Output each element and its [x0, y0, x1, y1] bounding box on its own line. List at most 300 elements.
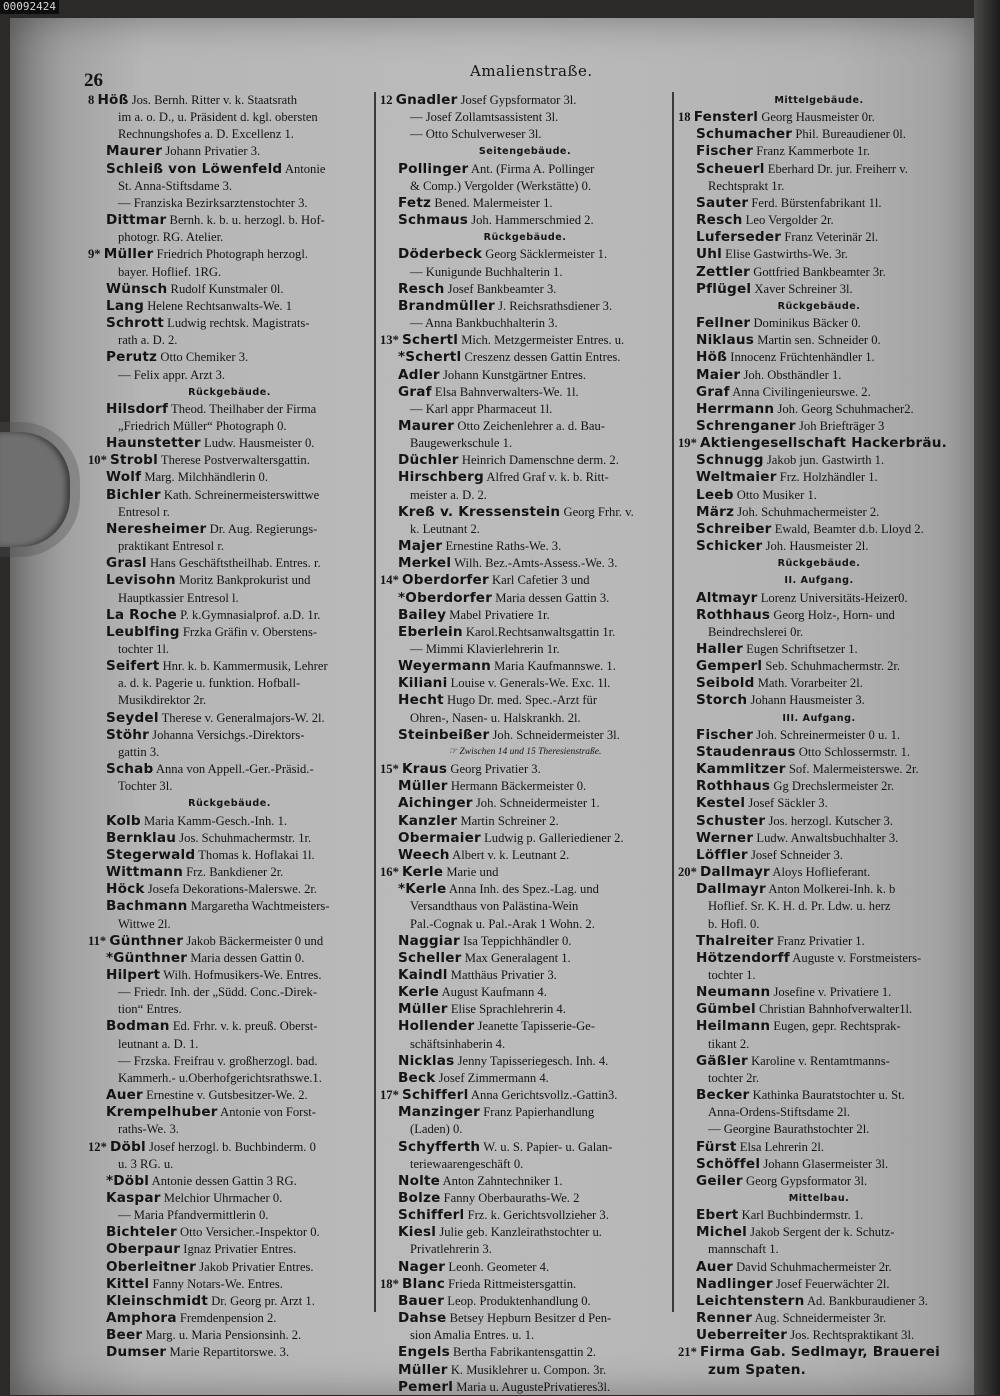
entry-details: Pal.-Cognak u. Pal.-Arak 1 Wohn. 2.	[410, 916, 595, 931]
resident-name: Altmayr	[696, 589, 758, 606]
entry-details: Josefa Dekorations-Malerswe. 2r.	[147, 882, 318, 897]
directory-entry	[88, 864, 371, 881]
resident-name: Graf	[398, 383, 432, 400]
directory-entry	[678, 727, 960, 744]
resident-name: Kraus	[402, 761, 448, 778]
resident-name: Kerle	[398, 984, 440, 1001]
entry-details: Maria u. AugustePrivatieres3l.	[456, 1379, 611, 1394]
directory-entry	[678, 1224, 960, 1241]
entry-details: Georg Gypsformator 3l.	[745, 1173, 868, 1188]
directory-entry	[380, 881, 670, 898]
entry-details: Maria Kamm-Gesch.-Inh. 1.	[143, 813, 288, 828]
resident-name: Kittel	[106, 1275, 150, 1292]
entry-details: Math. Vorarbeiter 2l.	[757, 676, 863, 691]
directory-entry	[678, 607, 960, 624]
directory-entry	[88, 813, 371, 830]
house-number: 18*	[380, 1276, 403, 1291]
directory-entry	[380, 538, 670, 555]
resident-name: Bolze	[398, 1190, 441, 1206]
entry-details: Therese Postverwaltersgattin.	[160, 453, 310, 468]
house-number: 14*	[380, 573, 403, 588]
resident-name: La Roche	[106, 606, 177, 623]
entry-details: Elsa Bahnverwalters-We. 1l.	[434, 384, 579, 399]
resident-name: Werner	[696, 829, 754, 846]
directory-entry	[380, 933, 670, 950]
directory-entry	[380, 761, 670, 778]
entry-details: Joh. Obsthändler 1.	[743, 367, 842, 382]
resident-name: Wünsch	[106, 280, 168, 297]
entry-details: Josef Säckler 3.	[748, 796, 828, 811]
resident-name: Nadlinger	[696, 1275, 773, 1292]
house-number: 17*	[380, 1088, 403, 1103]
resident-name: Pollinger	[398, 160, 469, 177]
resident-name: Seifert	[106, 658, 160, 675]
resident-name: Schyfferth	[398, 1138, 481, 1155]
entry-details: Josef Gypsformator 3l.	[460, 93, 577, 107]
entry-details: Wilh. Bez.-Amts-Assess.-We. 3.	[454, 556, 618, 571]
directory-entry	[678, 624, 960, 641]
entry-details: Jos. herzogl. Kutscher 3.	[768, 813, 893, 828]
entry-details: Eugen Schriftsetzer 1.	[746, 642, 858, 656]
entry-details: Isa Teppichhändler 0.	[463, 933, 572, 948]
directory-entry	[678, 504, 960, 521]
resident-name: Fischer	[696, 143, 754, 160]
resident-name: Wittmann	[106, 864, 183, 881]
entry-details: praktikant Entresol r.	[118, 539, 224, 554]
resident-name: Steinbeißer	[398, 726, 490, 743]
directory-entry	[380, 418, 670, 435]
resident-name: Haunstetter	[106, 435, 201, 452]
resident-name: Schrott	[106, 315, 164, 332]
directory-entry	[678, 675, 960, 692]
resident-name: Aktiengesellschaft Hackerbräu.	[700, 435, 948, 452]
entry-details: Anna Gerichtsvollz.-Gattin3.	[470, 1088, 618, 1103]
resident-name: Stöhr	[106, 726, 150, 743]
directory-entry	[380, 1121, 670, 1138]
resident-name: Kolb	[106, 812, 141, 829]
directory-entry	[380, 1259, 670, 1276]
entry-details: tochter 2r.	[708, 1070, 760, 1085]
resident-name: Hilpert	[106, 966, 161, 983]
resident-name: Höß	[97, 92, 129, 108]
house-number: 21*	[678, 1345, 701, 1360]
resident-name: Dallmayr	[696, 881, 766, 898]
directory-entry	[380, 298, 670, 315]
entry-details: — Otto Schulverweser 3l.	[410, 127, 542, 142]
directory-entry	[678, 435, 960, 452]
directory-entry	[678, 1104, 960, 1121]
entry-details: Otto Musiker 1.	[736, 487, 817, 502]
entry-details: Joh. Georg Schuhmacher2.	[777, 401, 914, 416]
resident-name: Blanc	[402, 1275, 445, 1292]
house-number: 11*	[88, 933, 110, 948]
entry-details: Privatlehrerin 3.	[410, 1242, 492, 1257]
entry-details: Betsey Hepburn Besitzer d Pen-	[449, 1311, 612, 1326]
directory-entry	[88, 658, 371, 675]
directory-entry	[678, 864, 960, 881]
entry-details: Johann Hausmeister 3.	[750, 693, 865, 708]
entry-details: Bernh. k. b. u. herzogl. b. Hof-	[169, 213, 325, 228]
entry-details: Bertha Fabrikantensgattin 2.	[453, 1345, 597, 1360]
resident-name: Hollender	[398, 1018, 475, 1035]
entry-details: Ohren-, Nasen- u. Halskrankh. 2l.	[410, 710, 581, 725]
entry-details: St. Anna-Stiftsdame 3.	[118, 178, 233, 193]
entry-details: — Anna Bankbuchhalterin 3.	[410, 316, 558, 331]
entry-details: Josef Feuerwächter 2l.	[775, 1276, 890, 1291]
entry-details: Fanny Oberbauraths-We. 2	[443, 1191, 580, 1205]
resident-name: Rothhaus	[696, 606, 771, 623]
directory-entry	[88, 1293, 371, 1310]
entry-details: Martin sen. Schneider 0.	[757, 333, 881, 348]
section-heading: Rückgebäude.	[188, 798, 271, 810]
resident-name: Weltmaier	[696, 469, 777, 486]
directory-entry	[678, 487, 960, 504]
entry-details: Ant. (Firma A. Pollinger	[470, 161, 595, 176]
directory-entry	[88, 246, 371, 263]
directory-entry	[380, 281, 670, 298]
directory-entry	[678, 246, 960, 263]
entry-details: Aloys Hoflieferant.	[772, 865, 871, 880]
resident-name: Sauter	[696, 194, 749, 211]
entry-details: Johann Glasermeister 3l.	[763, 1156, 889, 1171]
directory-entry	[88, 264, 371, 281]
resident-name: zum Spaten.	[708, 1361, 806, 1378]
directory-entry	[380, 847, 670, 864]
directory-entry	[380, 1293, 670, 1310]
resident-name: Höck	[106, 881, 145, 898]
directory-entry	[678, 1087, 960, 1104]
entry-details: & Comp.) Vergolder (Werkstätte) 0.	[410, 178, 592, 193]
entry-details: — Frzska. Freifrau v. großherzogl. bad.	[118, 1053, 318, 1068]
directory-entry	[678, 1053, 960, 1070]
entry-details: Elsa Lehrerin 2l.	[739, 1139, 825, 1154]
directory-entry	[380, 624, 670, 641]
resident-name: Ebert	[696, 1207, 739, 1224]
resident-name: Haller	[696, 641, 743, 657]
resident-name: Schnugg	[696, 452, 764, 469]
entry-details: Seb. Schuhmachermstr. 2r.	[765, 659, 901, 674]
directory-entry	[88, 1241, 371, 1258]
resident-name: Gümbel	[696, 1001, 756, 1018]
directory-entry	[88, 1001, 371, 1018]
resident-name: Müller	[398, 1001, 448, 1018]
entry-details: Bened. Malermeister 1.	[434, 195, 553, 210]
directory-entry	[380, 572, 670, 589]
entry-details: Ignaz Privatier Entres.	[183, 1242, 297, 1257]
entry-details: Jakob Bäckermeister 0 und	[186, 933, 324, 948]
directory-entry	[88, 281, 371, 298]
entry-details: sion Amalia Entres. u. 1.	[410, 1328, 535, 1343]
directory-entry	[380, 1207, 670, 1224]
entry-details: Hoflief. Sr. K. H. d. Pr. Ldw. u. herz	[708, 899, 891, 914]
directory-entry	[678, 229, 960, 246]
section-heading: II. Aufgang.	[784, 575, 854, 587]
directory-entry	[380, 126, 670, 143]
directory-entry	[88, 675, 371, 692]
resident-name: Kanzler	[398, 812, 458, 829]
directory-entry	[678, 195, 960, 212]
directory-entry	[380, 727, 670, 744]
resident-name: Maurer	[398, 417, 455, 434]
entry-details: schäftsinhaberin 4.	[410, 1036, 506, 1051]
directory-entry	[678, 1173, 960, 1190]
directory-entry	[380, 898, 670, 915]
directory-entry	[380, 195, 670, 212]
resident-name: Maurer	[106, 143, 163, 160]
section-heading: Rückgebäude.	[777, 558, 861, 570]
house-number: 18	[678, 110, 694, 125]
directory-entry	[380, 864, 670, 881]
entry-details: Josef herzogl. b. Buchbinderm. 0	[149, 1139, 316, 1154]
directory-entry	[380, 1087, 670, 1104]
section-heading: Rückgebäude.	[483, 232, 567, 244]
directory-entry	[88, 933, 371, 950]
resident-name: Gäßler	[696, 1052, 748, 1069]
directory-entry	[88, 1259, 371, 1276]
resident-name: Günthner	[109, 932, 184, 949]
entry-details: Joh. Schreinermeister 0 u. 1.	[756, 727, 901, 742]
directory-entry	[88, 178, 371, 195]
resident-name: Dahse	[398, 1310, 447, 1327]
entry-details: tochter 1.	[708, 967, 756, 982]
resident-name: Schicker	[696, 538, 763, 555]
entry-details: tion“ Entres.	[118, 1002, 182, 1017]
entry-details: Creszenz dessen Gattin Entres.	[464, 350, 621, 365]
resident-name: Niklaus	[696, 332, 755, 349]
resident-name: Düchler	[398, 452, 459, 469]
directory-entry	[678, 830, 960, 847]
resident-name: Schertl	[402, 332, 459, 349]
entry-details: teriewaarengeschäft 0.	[410, 1156, 524, 1171]
entry-details: Maria Kaufmannswe. 1.	[494, 659, 616, 674]
entry-details: — Franziska Bezirksarztenstochter 3.	[118, 195, 308, 210]
directory-entry	[88, 418, 371, 435]
resident-name: Neumann	[696, 984, 771, 1001]
entry-details: Frz. Holzhändler 1.	[779, 470, 878, 485]
entry-details: Sof. Malermeisterswe. 2r.	[788, 762, 919, 777]
directory-entry	[380, 1156, 670, 1173]
directory-entry	[380, 1224, 670, 1241]
entry-details: Karl Buchbindermstr. 1.	[741, 1208, 864, 1223]
directory-entry	[88, 950, 371, 967]
entry-details: Anna-Ordens-Stiftsdame 2l.	[708, 1105, 850, 1120]
entry-details: Fanny Notars-We. Entres.	[152, 1276, 283, 1291]
entry-details: Albert v. k. Leutnant 2.	[452, 847, 570, 862]
entry-details: Ed. Frhr. v. k. preuß. Oberst-	[172, 1019, 318, 1034]
resident-name: Becker	[696, 1087, 750, 1104]
directory-entry	[88, 1224, 371, 1241]
resident-name: Dallmayr	[700, 864, 770, 881]
directory-entry	[88, 126, 371, 143]
resident-name: Schifferl	[402, 1087, 469, 1104]
entry-details: Helene Rechtsanwalts-We. 1	[147, 298, 293, 313]
entry-details: (Laden) 0.	[410, 1122, 463, 1137]
directory-entry	[380, 916, 670, 933]
house-number: 12	[380, 93, 396, 107]
directory-entry	[380, 590, 670, 607]
resident-name: Lang	[106, 297, 145, 314]
directory-entry	[380, 1241, 670, 1258]
directory-entry	[380, 1276, 670, 1293]
house-number: 10*	[88, 453, 111, 468]
entry-details: — Maria Pfandvermittlerin 0.	[118, 1208, 269, 1223]
entry-details: Joh. Schuhmachermeister 2.	[737, 504, 880, 519]
entry-details: Baugewerkschule 1.	[410, 436, 513, 451]
entry-details: Marie Repartitorswe. 3.	[169, 1345, 290, 1360]
directory-entry	[88, 744, 371, 761]
entry-details: raths-We. 3.	[118, 1122, 179, 1137]
resident-name: Storch	[696, 692, 748, 709]
resident-name: Amphora	[106, 1310, 177, 1327]
resident-name: Bodman	[106, 1018, 170, 1035]
entry-details: Otto Schlossermstr. 1.	[798, 744, 911, 759]
entry-details: Theod. Theilhaber der Firma	[171, 401, 317, 416]
resident-name: Fetz	[398, 194, 432, 211]
house-number: 19*	[678, 436, 701, 451]
entry-details: Joh. Hammerschmied 2.	[471, 213, 594, 228]
entry-details: Ludw. Hausmeister 0.	[204, 436, 315, 451]
directory-entry	[88, 229, 371, 246]
directory-entry	[380, 1173, 670, 1190]
entry-details: Jakob Privatier Entres.	[199, 1259, 314, 1274]
resident-name: Beer	[106, 1327, 143, 1344]
directory-entry	[380, 332, 670, 349]
directory-entry	[380, 950, 670, 967]
entry-details: Antonie dessen Gattin 3 RG.	[151, 1173, 297, 1188]
entry-details: Kathinka Bauratstochter u. St.	[752, 1088, 905, 1103]
directory-entry	[678, 1276, 960, 1293]
entry-details: Mich. Metzgermeister Entres. u.	[461, 333, 625, 348]
directory-entry	[678, 881, 960, 898]
directory-entry	[88, 143, 371, 160]
directory-entry	[88, 984, 371, 1001]
directory-entry	[678, 521, 960, 538]
entry-details: Frieda Rittmeistersgattin.	[448, 1276, 577, 1291]
resident-name: Kiesl	[398, 1224, 437, 1241]
directory-entry	[88, 898, 371, 915]
entry-details: — Josef Zollamtsassistent 3l.	[410, 110, 559, 125]
resident-name: Michel	[696, 1224, 748, 1241]
directory-entry	[678, 933, 960, 950]
directory-entry	[678, 1293, 960, 1310]
entry-details: Georg Hausmeister 0r.	[761, 110, 875, 125]
resident-name: Merkel	[398, 555, 452, 572]
directory-entry	[88, 212, 371, 229]
directory-entry	[380, 521, 670, 538]
directory-entry	[380, 830, 670, 847]
directory-entry	[678, 143, 960, 160]
entry-details: Fremdenpension 2.	[179, 1311, 277, 1326]
section-heading: Mittelbau.	[788, 1193, 850, 1204]
directory-entry	[380, 264, 670, 281]
directory-entry	[380, 607, 670, 624]
directory-entry	[380, 469, 670, 486]
directory-entry	[380, 315, 670, 332]
directory-entry	[678, 1018, 960, 1035]
directory-entry	[88, 1310, 371, 1327]
directory-entry	[88, 607, 371, 624]
directory-entry	[88, 452, 371, 469]
directory-entry	[88, 1207, 371, 1224]
resident-name: Schumacher	[696, 126, 793, 143]
resident-name: Schleiß von Löwenfeld	[106, 160, 283, 177]
directory-entry	[380, 452, 670, 469]
entry-details: Ludwig rechtsk. Magistrats-	[167, 316, 310, 331]
entry-details: Dr. Aug. Regierungs-	[209, 521, 318, 536]
entry-details: b. Hofl. 0.	[708, 916, 760, 931]
entry-details: rath a. D. 2.	[118, 333, 178, 348]
directory-entry	[678, 658, 960, 675]
entry-details: Tochter 3l.	[118, 779, 173, 794]
directory-entry	[380, 367, 670, 384]
entry-details: — Mimmi Klavierlehrerin 1r.	[410, 642, 560, 656]
section-heading: Mittelgebäude.	[774, 95, 864, 106]
entry-details: Eberhard Dr. jur. Freiherr v.	[767, 161, 908, 176]
directory-entry	[380, 1139, 670, 1156]
directory-entry	[678, 1344, 960, 1361]
directory-entry	[88, 710, 371, 727]
entry-details: Josef Bankbeamter 3.	[447, 281, 557, 296]
entry-details: Moritz Bankprokurist und	[178, 573, 311, 588]
resident-name: Firma Gab. Sedlmayr, Brauerei	[700, 1344, 941, 1361]
entry-details: — Karl appr Pharmaceut 1l.	[410, 401, 553, 416]
resident-name: Pflügel	[696, 280, 752, 297]
resident-name: Oberpaur	[106, 1241, 181, 1258]
directory-entry	[380, 1053, 670, 1070]
directory-entry	[380, 1379, 670, 1396]
directory-entry	[380, 1362, 670, 1379]
entry-details: Heinrich Damenschne derm. 2.	[461, 453, 619, 468]
directory-entry	[88, 315, 371, 332]
directory-entry	[380, 487, 670, 504]
entry-details: u. 3 RG. u.	[118, 1156, 174, 1171]
entry-details: Gottfried Bankbeamter 3r.	[753, 264, 886, 279]
entry-details: tikant 2.	[708, 1036, 750, 1051]
resident-name: Schifferl	[398, 1207, 465, 1224]
entry-details: Phil. Bureaudiener 0l.	[795, 127, 906, 142]
directory-entry	[678, 916, 960, 933]
entry-details: — Kunigunde Buchhalterin 1.	[410, 264, 563, 279]
entry-details: Anton Molkerei-Inh. k. b	[768, 882, 896, 897]
directory-entry	[88, 761, 371, 778]
house-number: 20*	[678, 865, 701, 880]
resident-name: Uhl	[696, 246, 722, 263]
entry-details: Leo Vergolder 2r.	[745, 213, 834, 228]
entry-details: Anna Civilingenieurswe. 2.	[732, 384, 871, 399]
directory-entry	[88, 298, 371, 315]
entry-details: Antonie von Forst-	[220, 1105, 316, 1120]
directory-entry	[88, 555, 371, 572]
directory-entry	[678, 950, 960, 967]
directory-entry	[88, 538, 371, 555]
resident-name: Aichinger	[398, 795, 473, 812]
entry-details: leutnant a. D. 1.	[118, 1036, 199, 1051]
directory-entry	[380, 1327, 670, 1344]
directory-entry	[380, 778, 670, 795]
resident-name: Höß	[696, 349, 728, 366]
resident-name: Bachmann	[106, 898, 188, 915]
entry-details: Leonh. Geometer 4.	[448, 1259, 550, 1274]
entry-details: Franz Papierhandlung	[483, 1105, 595, 1120]
directory-entry	[380, 1036, 670, 1053]
entry-details: Ernestine Raths-We. 3.	[445, 539, 562, 554]
entry-details: Musikdirektor 2r.	[118, 693, 207, 708]
entry-details: — Georgine Baurathstochter 2l.	[708, 1122, 870, 1137]
directory-entry	[380, 109, 670, 126]
entry-details: Karoline v. Rentamtmanns-	[751, 1053, 890, 1068]
entry-details: photogr. RG. Atelier.	[118, 230, 224, 245]
entry-details: Karl Cafetier 3 und	[492, 573, 590, 588]
